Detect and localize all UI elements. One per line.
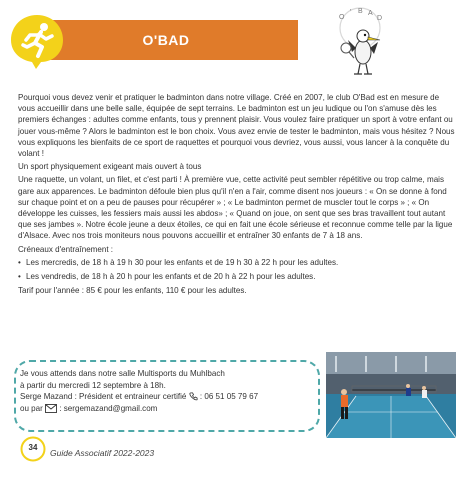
- contact-line: Je vous attends dans notre salle Multisports du Muhlbach: [20, 369, 225, 378]
- schedule-item: • Les mercredis, de 18 h à 19 h 30 pour les enfants et de 19 h 30 à 22 h pour les adultes.: [18, 257, 458, 268]
- page-title: O'BAD: [142, 32, 190, 48]
- logo-letter: D: [377, 15, 383, 22]
- logo-letter: A: [368, 10, 373, 17]
- contact-name: Serge Mazand : Président et entraineur certifié: [20, 392, 187, 401]
- intro-paragraph: Pourquoi vous devez venir et pratiquer le badminton dans notre village. Créé en 2007, le club O'Bad est en mesure de vous accueillir dans une belle salle, équipée de sept terrains. Le badminton est un jeu ludique ou l'on s'amuse dès les premiers échanges : adultes comme enfants, tous y prennent plaisir. Vous voulez faire pratiquer un sport à votre enfant ou jouer vous-même ? Alors le badminton est le bon choix. Vous avez envie de tester le badminton, mais vous hésitez ? Nous vous expliquons les bienfaits de ce sport de raquettes et pourquoi vous devriez, vous aussi, vous lancer à la conquête du volant !: [18, 93, 455, 159]
- schedule-list: [18, 257, 458, 282]
- logo-letter: ': [350, 9, 352, 16]
- phone-number: : 06 51 05 79 67: [197, 392, 259, 401]
- contact-line: à partir du mercredi 12 septembre à 18h.: [20, 380, 166, 390]
- club-logo: [330, 6, 390, 82]
- contact-line: [20, 403, 312, 415]
- phone-icon: [189, 392, 198, 401]
- badminton-hall-photo: [326, 352, 456, 438]
- section-subtitle: Un sport physiquement exigeant mais ouvert à tous: [18, 162, 202, 172]
- article-body: [18, 92, 458, 298]
- schedule-title: Créneaux d'entraînement :: [18, 244, 114, 254]
- runner-icon: [8, 12, 66, 70]
- schedule-item: • Les vendredis, de 18 h à 20 h pour les enfants et de 20 h à 22 h pour les adultes.: [18, 271, 458, 282]
- envelope-icon: [45, 404, 57, 413]
- logo-letter: O: [339, 14, 345, 21]
- email-link[interactable]: : sergemazand@gmail.com: [57, 403, 158, 413]
- logo-letter: B: [358, 8, 363, 15]
- body-paragraph: Une raquette, un volant, un filet, et c'est parti ! À première vue, cette activité peut sembler répétitive ou trop calme, mais gare aux apparences. Le badminton défoule bien plus qu'il n'en a l'air, comme disent nos joueurs : « On se donne à fond sur chaque point et on a peu de pauses pour récupérer » ; « Le badminton permet de muscler tout le corps » ; « On développe les cuisses, les fessiers mais aussi les abdos» ; « Quand on joue, on sent que ses bras travaillent tout autant que ses jambes ». Notre école jeune a deux étoiles, ce qui en fait une école sérieuse et reconnue comme telle par la ligue d'Alsace. Avec nos trois moniteurs nous pouvons accueillir et entraîner 30 enfants de 7 à 18 ans.: [18, 175, 453, 241]
- page-number: 34: [28, 443, 38, 452]
- tariff-line: Tarif pour l'année : 85 € pour les enfants, 110 € pour les adultes.: [18, 286, 247, 296]
- contact-or: ou par: [20, 403, 43, 413]
- contact-info: [20, 368, 312, 414]
- footer-guide-title: Guide Associatif 2022-2023: [50, 448, 155, 458]
- contact-line: [20, 391, 312, 403]
